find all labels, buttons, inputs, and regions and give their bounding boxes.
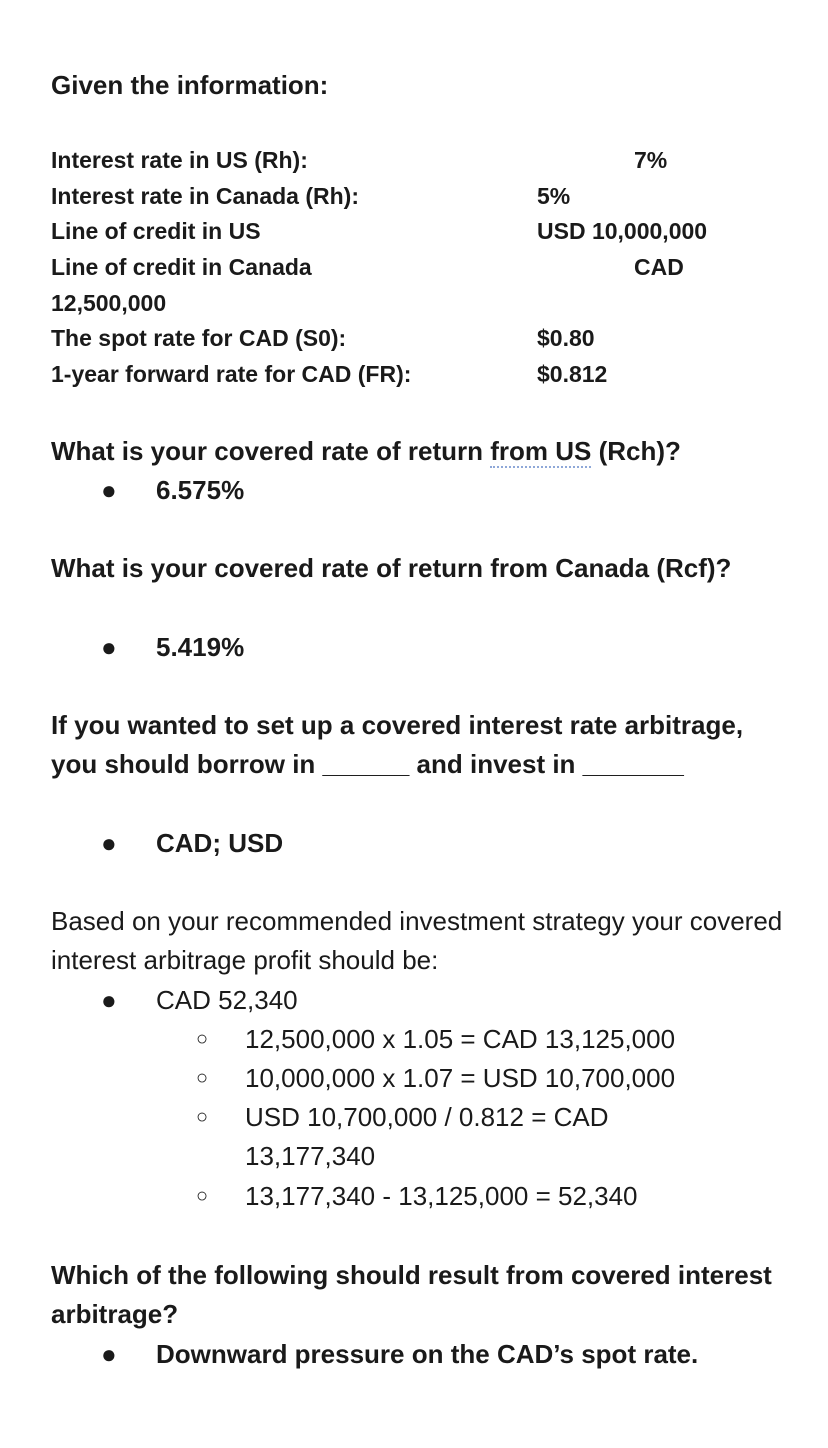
question-4: Based on your recommended investment strategy your covered interest arbitrage profit should be: xyxy=(51,906,783,975)
info-row-canada-credit-amount xyxy=(51,285,811,321)
info-value: 5% xyxy=(537,182,571,209)
question-3: If you wanted to set up a covered interest rate arbitrage, you should borrow in ______ and invest in _______ xyxy=(51,710,744,779)
info-value: 7% xyxy=(634,147,668,173)
step-4-text: 13,177,340 - 13,125,000 = 52,340 xyxy=(245,1181,638,1211)
bullet-icon: ● xyxy=(101,632,117,662)
step-1-text: 12,500,000 x 1.05 = CAD 13,125,000 xyxy=(245,1024,676,1054)
info-value: USD 10,000,000 xyxy=(537,218,708,245)
page-heading: Given the information: xyxy=(51,70,329,100)
info-label: Interest rate in US (Rh): xyxy=(51,147,308,173)
answer-2-text: 5.419% xyxy=(156,632,245,662)
answer-3-text: CAD; USD xyxy=(156,828,284,858)
info-row-canada-credit xyxy=(51,249,811,285)
info-value: CAD xyxy=(634,254,684,281)
question-5: Which of the following should result from covered interest arbitrage? xyxy=(51,1260,772,1329)
info-block xyxy=(51,142,811,392)
question-1-underlined: from US xyxy=(490,436,592,466)
sub-bullet-icon: ○ xyxy=(196,1028,209,1050)
answer-5-text: Downward pressure on the CAD’s spot rate. xyxy=(156,1339,699,1369)
question-1-text: What is your covered rate of return xyxy=(51,436,491,466)
question-1-text-end: (Rch)? xyxy=(591,436,681,466)
info-row-forward-rate xyxy=(51,356,811,392)
sub-bullet-icon: ○ xyxy=(196,1067,209,1089)
sub-bullet-icon: ○ xyxy=(196,1185,209,1207)
bullet-icon: ● xyxy=(101,985,117,1015)
info-label: 12,500,000 xyxy=(51,289,167,316)
answer-1-text: 6.575% xyxy=(156,475,245,505)
question-2: What is your covered rate of return from Canada (Rcf)? xyxy=(51,553,732,583)
step-2-text: 10,000,000 x 1.07 = USD 10,700,000 xyxy=(245,1063,676,1093)
info-value: $0.80 xyxy=(537,325,595,352)
info-row-canada-rate xyxy=(51,178,811,214)
question-1 xyxy=(51,432,791,471)
bullet-icon: ● xyxy=(101,1339,117,1369)
sub-bullet-icon: ○ xyxy=(196,1106,209,1128)
info-row-us-credit xyxy=(51,213,811,249)
info-label: Interest rate in Canada (Rh): xyxy=(51,182,359,209)
info-row-us-rate xyxy=(51,142,811,178)
step-3-text: USD 10,700,000 / 0.812 = CAD 13,177,340 xyxy=(245,1102,609,1171)
answer-4-text: CAD 52,340 xyxy=(156,985,298,1015)
info-label: Line of credit in Canada xyxy=(51,254,312,281)
info-row-spot-rate xyxy=(51,320,811,356)
bullet-icon: ● xyxy=(101,475,117,505)
info-value: $0.812 xyxy=(537,361,608,388)
bullet-icon: ● xyxy=(101,828,117,858)
info-label: 1-year forward rate for CAD (FR): xyxy=(51,361,412,388)
info-label: The spot rate for CAD (S0): xyxy=(51,325,347,352)
info-label: Line of credit in US xyxy=(51,218,261,245)
